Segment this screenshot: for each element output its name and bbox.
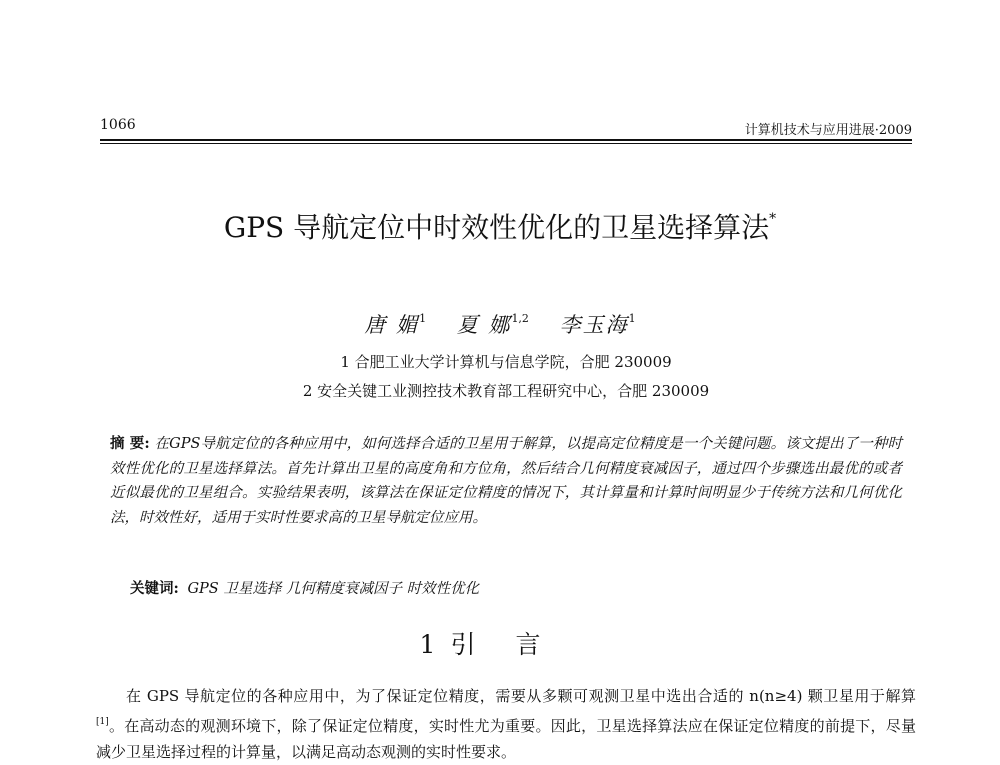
body-text-after-citation: 。在高动态的观测环境下，除了保证定位精度，实时性尤为重要。因此，卫星选择算法应在保证定位精度的前提下，尽量减少卫星选择过程的计算量，以满足高动态观测的实时性要求。	[96, 717, 916, 761]
abstract-text: 在GPS导航定位的各种应用中，如何选择合适的卫星用于解算，以提高定位精度是一个关键问题。该文提出了一种时效性优化的卫星选择算法。首先计算出卫星的高度角和方位角，然后结合几何精度衰减因子，通过四个步骤选出最优的或者近似最优的卫星组合。实验结果表明，该算法在保证定位精度的情况下，其计算量和计算时间明显少于传统方法和几何优化法，时效性好，适用于实时性要求高的卫星导航定位应用。	[110, 436, 903, 526]
author-2	[457, 313, 529, 337]
journal-name: 计算机技术与应用进展·2009	[744, 123, 912, 138]
page-number: 1066	[100, 117, 136, 133]
section-heading	[0, 625, 1000, 661]
body-text-before-citation: 在 GPS 导航定位的各种应用中，为了保证定位精度，需要从多颗可观测卫星中选出合适的 n(n≥4) 颗卫星用于解算	[126, 687, 916, 705]
citation-mark: [1]	[96, 717, 109, 727]
abstract-label: 摘 要:	[110, 435, 150, 452]
affiliation-2: 2 安全关键工业测控技术教育部工程研究中心，合肥 230009	[302, 382, 710, 400]
header-rule-thin	[100, 143, 912, 144]
keywords-label: 关键词:	[130, 580, 179, 597]
author-list	[0, 309, 1000, 339]
author-name: 唐 媚	[364, 313, 420, 337]
title-footnote-mark: *	[769, 211, 777, 227]
author-affiliation-mark: 1,2	[511, 312, 529, 325]
author-affiliation-mark: 1	[628, 312, 636, 325]
paper-title	[0, 206, 1000, 246]
section-number: 1	[419, 630, 437, 659]
keywords	[130, 577, 830, 598]
header-rule-thick	[100, 139, 912, 141]
title-text: GPS 导航定位中时效性优化的卫星选择算法	[223, 211, 770, 244]
author-3	[560, 313, 636, 337]
author-1	[364, 313, 426, 337]
section-title: 引言	[450, 630, 581, 659]
body-paragraph	[96, 683, 916, 765]
author-name: 李玉海	[559, 313, 629, 337]
keywords-text: GPS 卫星选择 几何精度衰减因子 时效性优化	[187, 581, 480, 597]
affiliation-1: 1 合肥工业大学计算机与信息学院，合肥 230009	[340, 353, 672, 371]
author-affiliation-mark: 1	[419, 312, 427, 325]
author-name: 夏 娜	[456, 313, 512, 337]
running-header	[100, 117, 912, 139]
abstract	[110, 432, 902, 530]
